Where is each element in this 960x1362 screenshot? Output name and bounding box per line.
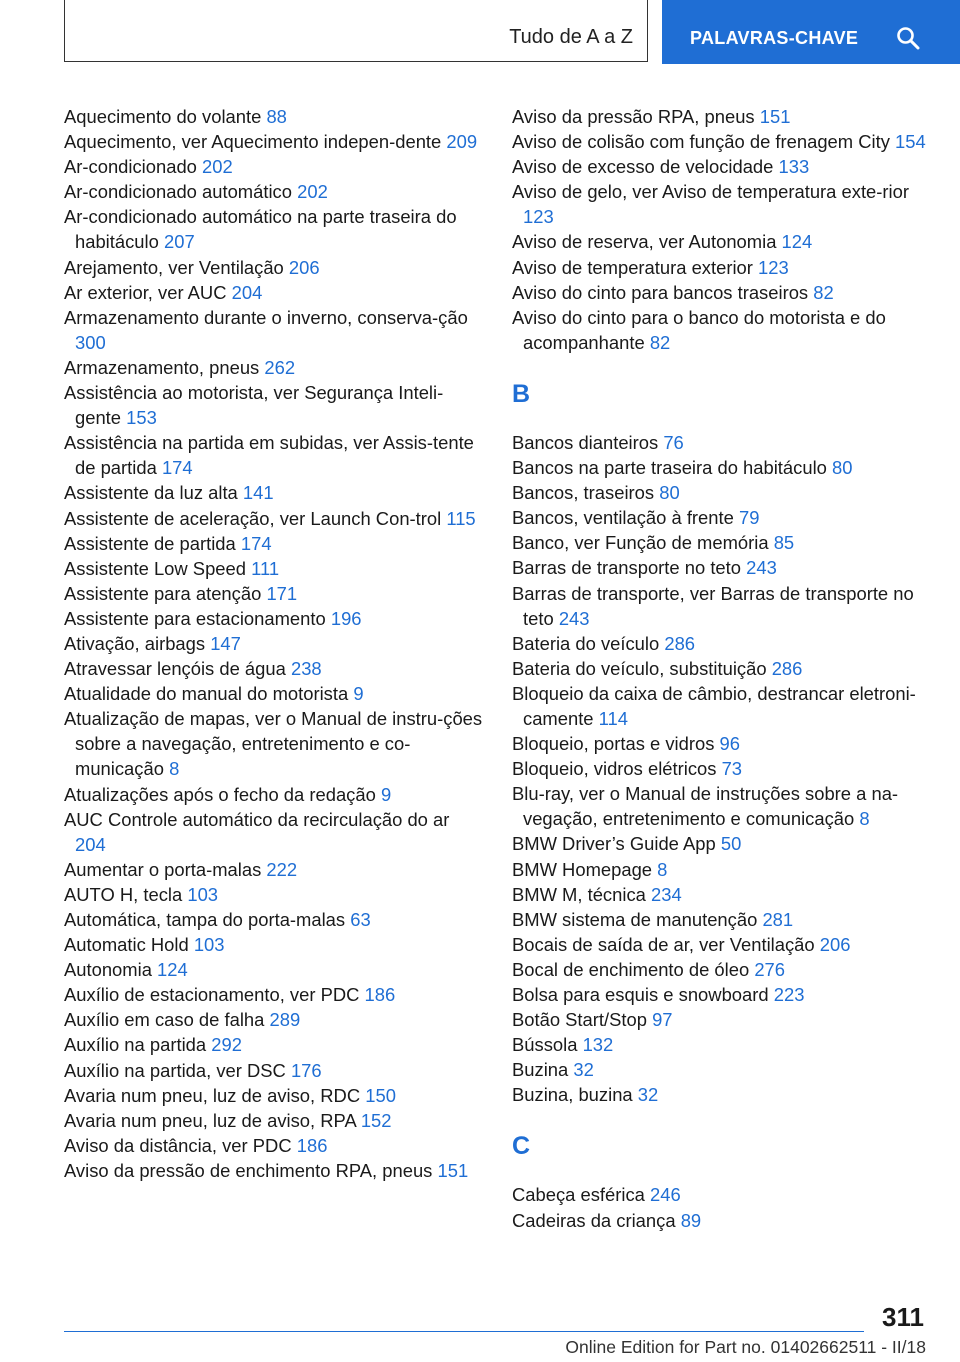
index-entry-page-link[interactable]: 150 [365,1084,396,1106]
index-entry-page-link[interactable]: 174 [161,457,193,479]
index-entry [64,179,484,204]
index-entry [512,104,932,129]
index-entry-page-link[interactable]: 63 [350,909,371,930]
index-entry [64,1007,484,1032]
index-entry-text: Cabeça esférica [512,1184,645,1206]
index-entry-text: Auxílio em caso de falha [64,1009,265,1031]
index-entry-page-link[interactable]: 82 [649,331,671,353]
index-letter-b: B [512,379,531,408]
index-entry [64,857,484,882]
index-entry-page-link[interactable]: 50 [720,833,742,855]
index-letter-c: C [512,1132,531,1161]
index-entry-page-link[interactable]: 124 [157,959,188,981]
index-entry [512,631,932,656]
index-entry [64,355,484,380]
index-entry-text: Buzina [512,1059,569,1081]
index-entry-text: Assistência na partida em subidas, ver Assis-tente de partida [64,432,474,479]
index-entry-page-link[interactable]: 9 [380,783,392,805]
index-entry-page-link[interactable]: 89 [680,1209,702,1231]
index-entry-text: Atualização de mapas, ver o Manual de instru-ções sobre a navegação, entretenimento e co-municação [64,708,483,780]
index-entry-text: Aquecimento do volante [64,106,262,127]
index-entry-text: BMW Homepage [512,858,653,880]
index-entry-text: Aviso do cinto para bancos traseiros [512,281,809,303]
index-entry-text: Armazenamento, pneus [64,356,260,378]
index-entry-text: Autonomia [64,959,152,981]
index-entry-text: Atualidade do manual do motorista [64,683,349,705]
index-entry-page-link[interactable]: 238 [290,658,322,680]
footer-edition: Online Edition for Part no. 01402662511 - II/18 [565,1337,926,1357]
index-entry [512,280,932,305]
index-entry [64,606,484,631]
index-entry-text: AUC Controle automático da recirculação do ar [64,808,450,830]
index-entry-text: Atravessar lençóis de água [64,658,286,680]
index-entry-text: Auxílio na partida [64,1034,207,1056]
index-entry-text: Aviso da pressão de enchimento RPA, pneus [64,1159,433,1181]
index-entry-page-link[interactable]: 9 [353,683,364,705]
index-entry-page-link[interactable]: 97 [652,1009,673,1031]
index-entry-text: Barras de transporte no teto [512,557,741,579]
index-entry-page-link[interactable]: 286 [771,657,803,679]
index-entry-page-link[interactable]: 80 [832,457,853,479]
index-entry-page-link[interactable]: 186 [364,984,396,1006]
index-entry [512,154,932,179]
index-entry [512,681,932,731]
index-entry-page-link[interactable]: 152 [360,1109,392,1131]
index-entry [64,129,484,154]
index-entry-page-link[interactable]: 292 [211,1034,242,1056]
index-entry-text: Armazenamento durante o inverno, conserva-ção [64,306,468,328]
index-entry-text: Auxílio na partida, ver DSC [64,1059,286,1081]
index-entry-text: Bancos, ventilação à frente [512,507,734,529]
index-entry-text: Ar-condicionado [64,156,197,178]
index-entry-text: Bloqueio da caixa de câmbio, destrancar eletroni-camente [512,682,916,729]
index-entry [512,1057,932,1082]
index-entry-page-link[interactable]: 103 [193,934,225,956]
index-entry [64,154,484,179]
section-tab[interactable] [64,0,648,62]
index-entry-text: Aviso de reserva, ver Autonomia [512,231,777,253]
index-entry [64,480,484,505]
index-entry-text: AUTO H, tecla [64,883,183,905]
index-entry-text: Assistente de partida [64,532,236,554]
index-entry-page-link[interactable]: 202 [202,156,233,178]
index-entry-text: Bolsa para esquis e snowboard [512,984,769,1005]
index-entry-text: Bocal de enchimento de óleo [512,958,750,980]
index-entry-page-link[interactable]: 202 [297,181,328,203]
index-entry-text: Bancos, traseiros [512,482,655,504]
index-entry-text: Banco, ver Função de memória [512,532,769,554]
index-entry-page-link[interactable]: 151 [759,106,791,127]
index-entry-page-link[interactable]: 123 [758,256,789,278]
index-entry-text: Ativação, airbags [64,632,206,654]
index-entry-page-link[interactable]: 32 [573,1059,594,1081]
index-entry [64,631,484,656]
index-entry [64,556,484,581]
index-entry-page-link[interactable]: 151 [437,1159,469,1181]
index-entry-page-link[interactable]: 88 [266,106,287,127]
search-icon [896,26,920,50]
index-entry [64,430,484,480]
index-entry-page-link[interactable]: 243 [746,557,777,579]
index-entry [512,857,932,882]
index-entry-page-link[interactable]: 204 [75,833,106,855]
index-entry-page-link[interactable]: 96 [719,733,741,755]
index-entry-page-link[interactable]: 154 [895,131,926,153]
index-entry-text: Bloqueio, vidros elétricos [512,758,717,780]
index-entry-page-link[interactable]: 207 [163,231,195,253]
index-entry [64,907,484,932]
index-entry-page-link[interactable]: 286 [664,632,696,654]
index-entry [64,280,484,305]
index-entry-text: Barras de transporte, ver Barras de transporte no teto [512,582,914,629]
index-entry-page-link[interactable]: 171 [266,582,298,604]
index-entry-text: BMW sistema de manutenção [512,908,758,930]
index-entry [64,531,484,556]
index-group-b [512,430,932,1108]
index-entry-page-link[interactable]: 289 [269,1009,301,1031]
index-entry [64,706,484,781]
index-entry-text: Assistência ao motorista, ver Segurança Inteli-gente [64,382,444,429]
index-entry-page-link[interactable]: 174 [240,532,272,554]
index-entry-page-link[interactable]: 103 [187,883,219,905]
index-entry-page-link[interactable]: 73 [721,758,743,780]
index-entry [64,204,484,254]
index-entry [512,1208,932,1233]
index-entry-text: Aviso de colisão com função de frenagem City [512,131,890,153]
index-entry-text: Avaria num pneu, luz de aviso, RDC [64,1084,361,1106]
index-entry-page-link[interactable]: 300 [75,331,106,353]
index-entry-text: Avaria num pneu, luz de aviso, RPA [64,1109,356,1131]
index-entry-page-link[interactable]: 196 [330,607,362,629]
index-entry-text: Atualizações após o fecho da redação [64,783,376,805]
index-entry-text: Assistente de aceleração, ver Launch Con-trol [64,507,442,529]
index-entry-page-link[interactable]: 124 [781,231,813,253]
index-entry [64,104,484,129]
index-entry-page-link[interactable]: 114 [598,707,628,729]
index-entry [64,982,484,1007]
index-entry-page-link[interactable]: 111 [251,557,280,579]
index-entry [512,756,932,781]
index-entry [512,882,932,907]
index-entry [512,1032,932,1057]
index-entry-page-link[interactable]: 133 [778,156,810,178]
index-entry-text: Aviso da distância, ver PDC [64,1134,292,1156]
index-entry-page-link[interactable]: 141 [242,482,274,504]
index-entry-text: BMW M, técnica [512,883,646,905]
index-entry-page-link[interactable]: 276 [754,958,786,980]
index-entry [64,681,484,706]
index-entry-text: Aviso de gelo, ver Aviso de temperatura exte-rior [512,181,909,203]
index-entry-text: Automatic Hold [64,934,189,956]
index-entry-page-link[interactable]: 243 [558,607,590,629]
index-entry-text: Bússola [512,1034,578,1056]
index-entry-text: Aviso de temperatura exterior [512,256,753,278]
index-entry [512,555,932,580]
index-entry-page-link[interactable]: 186 [296,1134,328,1156]
index-entry-page-link[interactable]: 132 [582,1034,614,1056]
index-entry-text: Botão Start/Stop [512,1009,647,1031]
index-entry-page-link[interactable]: 80 [659,482,680,504]
index-entry [64,1158,484,1183]
index-entry-text: Bancos dianteiros [512,431,659,453]
index-entry-page-link[interactable]: 76 [663,431,684,453]
index-entry [64,782,484,807]
index-entry-page-link[interactable]: 246 [650,1184,681,1206]
index-entry [512,957,932,982]
index-entry-page-link[interactable]: 123 [523,206,554,228]
index-entry-page-link[interactable]: 262 [264,356,296,378]
index-entry [512,932,932,957]
index-entry [512,179,932,229]
index-entry-text: Aviso do cinto para o banco do motorista e do acompanhante [512,306,886,353]
index-entry [512,455,932,480]
index-entry-page-link[interactable]: 222 [266,858,298,880]
index-entry-text: Ar-condicionado automático na parte traseira do habitáculo [64,206,457,253]
index-entry-page-link[interactable]: 115 [446,507,476,529]
index-entry [512,907,932,932]
index-entry-text: Assistente para atenção [64,582,262,604]
index-entry [512,480,932,505]
index-column-left [64,104,484,1183]
keyword-tab-label: PALAVRAS-CHAVE [690,28,859,48]
index-column-right [512,104,932,1233]
index-entry-page-link[interactable]: 206 [819,933,851,955]
index-entry-page-link[interactable]: 223 [773,984,805,1005]
index-entry-text: Blu-ray, ver o Manual de instruções sobre a na-vegação, entretenimento e comunicação [512,783,899,830]
index-entry-text: Aviso de excesso de velocidade [512,156,774,178]
index-entry-page-link[interactable]: 176 [290,1059,322,1081]
index-entry-text: Cadeiras da criança [512,1209,676,1231]
index-entry [64,1032,484,1057]
index-entry-page-link[interactable]: 153 [126,407,157,429]
index-entry-page-link[interactable]: 209 [446,131,478,153]
index-entry-text: Automática, tampa do porta-malas [64,909,346,930]
index-entry [64,380,484,430]
keyword-tab[interactable] [662,0,960,64]
index-entry-text: Buzina, buzina [512,1084,633,1106]
section-tab-label: Tudo de A a Z [509,26,633,48]
index-entry [64,305,484,355]
index-entry-page-link[interactable]: 82 [813,281,834,303]
index-entry [512,430,932,455]
index-entry [512,530,932,555]
index-entry-text: Bocais de saída de ar, ver Ventilação [512,933,815,955]
index-entry-page-link[interactable]: 8 [657,858,668,880]
index-entry-text: Bateria do veículo, substituição [512,657,767,679]
index-entry [64,656,484,681]
index-entry-text: Auxílio de estacionamento, ver PDC [64,984,360,1006]
index-entry [512,781,932,831]
index-entry [512,305,932,355]
index-entry [64,957,484,982]
index-entry-text: Assistente da luz alta [64,482,238,504]
index-entry [512,731,932,756]
index-entry [512,982,932,1007]
index-entry [64,1133,484,1158]
index-entry-page-link[interactable]: 281 [762,908,794,930]
index-entry-page-link[interactable]: 85 [773,532,795,554]
index-entry-text: Aquecimento, ver Aquecimento indepen-dente [64,131,442,153]
index-entry [512,1082,932,1107]
index-entry [512,129,932,154]
index-entry [64,255,484,280]
index-entry-text: BMW Driver’s Guide App [512,833,716,855]
index-entry [512,656,932,681]
footer-divider [64,1331,864,1332]
index-entry-text: Assistente Low Speed [64,557,246,579]
index-entry [64,506,484,531]
index-entry [512,1007,932,1032]
index-group-a-continued [512,104,932,355]
index-entry-text: Aumentar o porta-malas [64,858,262,880]
index-entry-text: Assistente para estacionamento [64,607,326,629]
index-entry-page-link[interactable]: 8 [859,808,870,830]
top-header [0,0,960,66]
index-entry-text: Bloqueio, portas e vidros [512,733,715,755]
page-number: 311 [882,1302,924,1332]
index-entry [512,581,932,631]
index-entry-page-link[interactable]: 234 [651,883,682,905]
index-entry [512,1182,932,1207]
index-entry-page-link[interactable]: 32 [637,1084,659,1106]
index-entry [64,882,484,907]
index-entry [64,1083,484,1108]
index-group-c [512,1182,932,1232]
index-entry [512,229,932,254]
index-entry [512,505,932,530]
index-entry-page-link[interactable]: 8 [169,758,180,780]
index-entry [512,831,932,856]
index-entry-text: Ar exterior, ver AUC [64,281,227,303]
index-entry-page-link[interactable]: 206 [288,256,320,278]
index-entry-text: Aviso da pressão RPA, pneus [512,106,755,127]
index-entry [64,1108,484,1133]
index-entry [512,255,932,280]
index-entry [64,932,484,957]
index-entry [64,581,484,606]
index-entry-text: Arejamento, ver Ventilação [64,256,284,278]
index-entry-text: Bancos na parte traseira do habitáculo [512,457,827,479]
index-entry-text: Ar-condicionado automático [64,181,292,203]
index-entry [64,807,484,857]
index-entry-text: Bateria do veículo [512,632,660,654]
index-entry [64,1058,484,1083]
index-entry-page-link[interactable]: 79 [738,507,760,529]
index-entry-page-link[interactable]: 204 [231,281,263,303]
index-entry-page-link[interactable]: 147 [210,632,241,654]
